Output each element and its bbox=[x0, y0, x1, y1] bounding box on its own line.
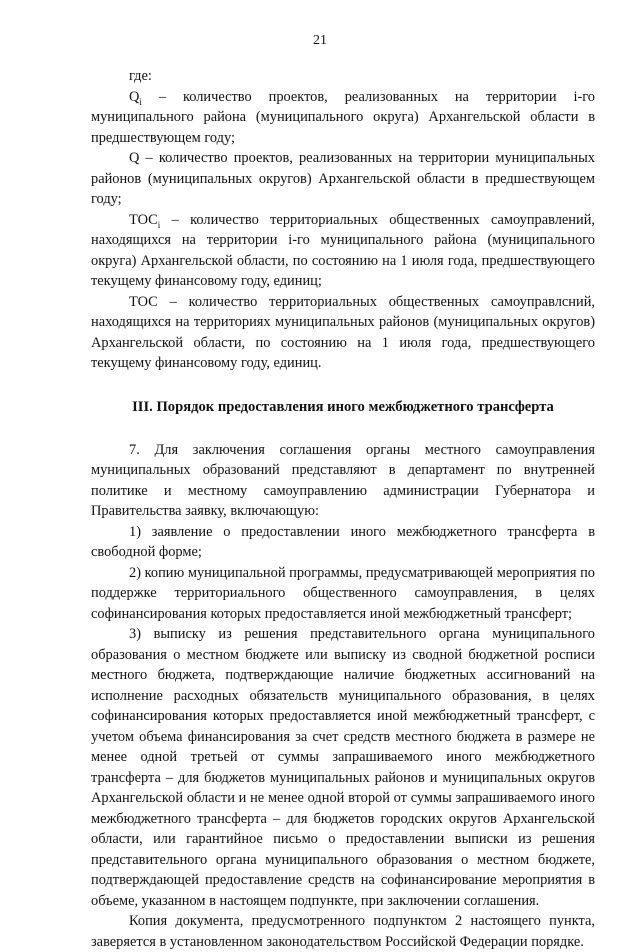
definition-q: Q – количество проектов, реализованных на территории муниципальных районов (муниципальных округов) Архангельской области в предшествующем году; bbox=[91, 150, 595, 207]
list-item-1: 1) заявление о предоставлении иного межбюджетного трансферта в свободной форме; bbox=[91, 523, 595, 560]
list-item-2: 2) копию муниципальной программы, предусматривающей мероприятия по поддержке территориального общественного самоуправления, в целях софинансирования которых предоставляется иной межбюджетный трансферт; bbox=[91, 564, 595, 622]
definition-qi-text: – количество проектов, реализованных на территории i-го муниципального района (муниципального округа) Архангельской области в предшествующем году; bbox=[91, 88, 595, 146]
definition-toc: ТОС – количество территориальных общественных самоуправлсний, находящихся на территориях муниципальных районов (муниципальных округов) Архангельской области, по состоянию на 1 июля года, предшествующего текущему финансовому году, единиц. bbox=[91, 293, 595, 371]
definitions-intro: где: bbox=[129, 68, 152, 84]
paragraph-7: 7. Для заключения соглашения органы местного самоуправления муниципальных образований представляют в департамент по внутренней политике и местному самоуправлению администрации Губернатора и Правительства заявку, включающую: bbox=[91, 441, 595, 519]
definition-toci-symbol: ТОС bbox=[129, 211, 158, 228]
definition-qi-symbol: Q bbox=[129, 88, 140, 105]
definition-qi-subscript: i bbox=[139, 96, 142, 107]
page-number: 21 bbox=[313, 33, 327, 48]
document-body bbox=[91, 66, 595, 952]
list-item-3: 3) выписку из решения представительного органа муниципального образования о местном бюджете или выписку из сводной бюджетной росписи местного бюджета, подтверждающие наличие бюджетных ассигнований на исполнение расходных обязательств муниципального образования, в целях софинансирования которых предоставляется иной межбюджетный трансферт, с учетом объема финансирования за счет средств местного бюджета в размере не менее одной третьей от суммы запрашиваемого иного межбюджетного трансферта – для бюджетов муниципальных районов и муниципальных округов Архангельской области и не менее одной второй от суммы запрашиваемого иного межбюджетного трансферта – для бюджетов городских округов Архангельской области, или гарантийное письмо о предоставлении выписки из решения представительного органа муниципального образования о местном бюджете, подтверждающей предоставление средств на софинансирование мероприятия в объеме, указанном в настоящем подпункте, при заключении соглашения. bbox=[91, 626, 595, 909]
definition-qi bbox=[91, 87, 595, 149]
definition-toci bbox=[91, 210, 595, 292]
section-heading: III. Порядок предоставления иного межбюджетного трансферта bbox=[132, 398, 554, 415]
paragraph-copy-certification: Копия документа, предусмотренного подпунктом 2 настоящего пункта, заверяется в установленном законодательством Российской Федерации порядке. bbox=[91, 913, 595, 950]
definition-toci-subscript: i bbox=[157, 219, 161, 230]
definition-toci-text: – количество территориальных общественных самоуправлений, находящихся на территории i-го муниципального района (муниципального округа) Архангельской области, по состоянию на 1 июля года, предшествующего текущему финансовому году, единиц; bbox=[91, 211, 595, 289]
